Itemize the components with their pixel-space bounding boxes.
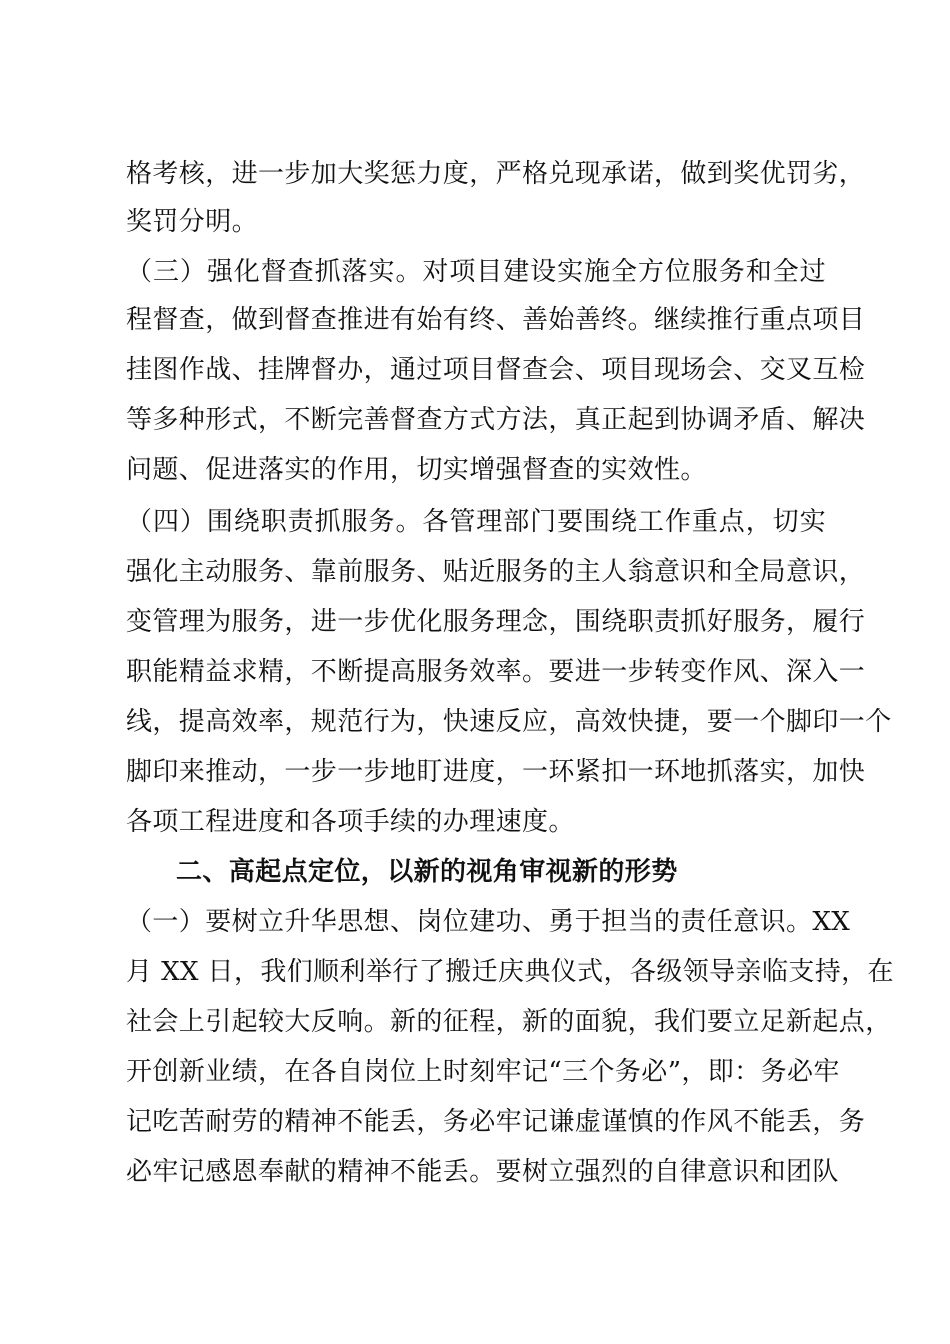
text-line: 变管理为服务，进一步优化服务理念，围绕职责抓好服务，履行	[126, 607, 866, 637]
paragraph-four-line: （四）围绕职责抓服务。各管理部门要围绕工作重点，切实	[126, 507, 826, 537]
section-heading: 二、高起点定位，以新的视角审视新的形势	[176, 857, 678, 887]
text-line: 等多种形式，不断完善督查方式方法，真正起到协调矛盾、解决	[126, 405, 866, 435]
text-line: 问题、促进落实的作用，切实增强督查的实效性。	[126, 455, 707, 485]
text-line: 记吃苦耐劳的精神不能丢，务必牢记谦虚谨慎的作风不能丢，务	[126, 1107, 866, 1137]
text-line: 必牢记感恩奉献的精神不能丢。要树立强烈的自律意识和团队	[126, 1157, 839, 1187]
text-line: 奖罚分明。	[126, 207, 259, 237]
text-line: 社会上引起较大反响。新的征程，新的面貌，我们要立足新起点，	[126, 1007, 892, 1037]
text-line: 格考核，进一步加大奖惩力度，严格兑现承诺，做到奖优罚劣，	[126, 159, 866, 189]
text-line: 线，提高效率，规范行为，快速反应，高效快捷，要一个脚印一个	[126, 707, 892, 737]
text-line: 开创新业绩，在各自岗位上时刻牢记“三个务必”，即：务必牢	[126, 1057, 840, 1087]
text-line: 职能精益求精，不断提高服务效率。要进一步转变作风、深入一	[126, 657, 866, 687]
text-line: 程督查，做到督查推进有始有终、善始善终。继续推行重点项目	[126, 305, 866, 335]
text-line: 强化主动服务、靠前服务、贴近服务的主人翁意识和全局意识，	[126, 557, 866, 587]
paragraph-three-line: （三）强化督查抓落实。对项目建设实施全方位服务和全过	[126, 257, 826, 287]
text-line: 各项工程进度和各项手续的办理速度。	[126, 807, 575, 837]
paragraph-one-line: （一）要树立升华思想、岗位建功、勇于担当的责任意识。XX	[126, 907, 851, 937]
text-line: 挂图作战、挂牌督办，通过项目督查会、项目现场会、交叉互检	[126, 355, 866, 385]
text-line: 脚印来推动，一步一步地盯进度，一环紧扣一环地抓落实，加快	[126, 757, 866, 787]
text-line: 月 XX 日，我们顺利举行了搬迁庆典仪式，各级领导亲临支持，在	[126, 957, 894, 987]
